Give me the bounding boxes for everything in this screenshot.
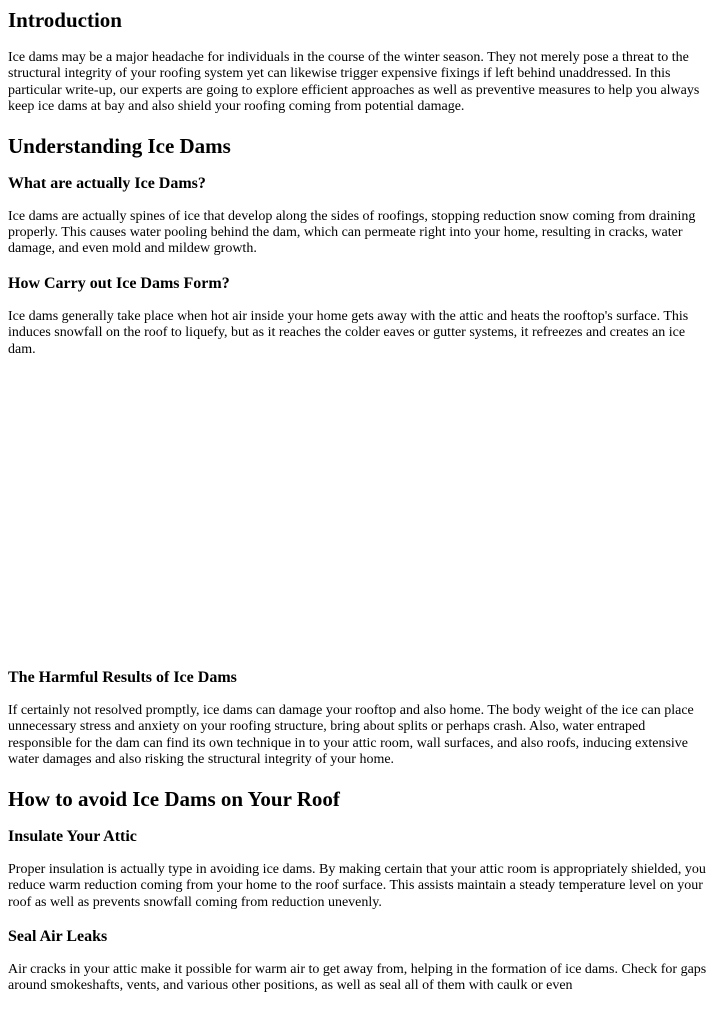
intro-heading: Introduction [8,8,122,32]
what-heading: What are actually Ice Dams? [8,174,206,192]
harmful-paragraph: If certainly not resolved promptly, ice dams can damage your rooftop and also home. The body weight of the ice can place unnecessary stress and anxiety on your roofing structure, bring about splits or perhaps crash. Also, water entraped responsible for the dam can find its own technique in to your attic room, wall surfaces, and also roofs, inducing extensive water damages and also risking the structural integrity of your home. [8,703,694,768]
form-paragraph: Ice dams generally take place when hot air inside your home gets away with the attic and heats the rooftop's surface. This induces snowfall on the roof to liquefy, but as it reaches the colder eaves or gutter systems, it refreezes and creates an ice dam. [8,308,689,357]
harmful-heading: The Harmful Results of Ice Dams [8,669,237,687]
what-paragraph: Ice dams are actually spines of ice that develop along the sides of roofings, stopping reduction snow coming from draining properly. This causes water pooling behind the dam, which can permeate right into your home, resulting in cracks, water damage, and even mold and mildew growth. [8,208,696,257]
insulate-heading: Insulate Your Attic [8,827,137,845]
understanding-heading: Understanding Ice Dams [8,133,231,158]
avoid-heading: How to avoid Ice Dams on Your Roof [8,786,340,811]
seal-paragraph: Air cracks in your attic make it possible for warm air to get away from, helping in the formation of ice dams. Check for gaps around smokeshafts, vents, and various other positions, as well as seal all of them with caulk or even [8,961,707,994]
seal-heading: Seal Air Leaks [8,927,108,945]
insulate-paragraph: Proper insulation is actually type in avoiding ice dams. By making certain that your attic room is appropriately shielded, you reduce warm reduction coming from your home to the roof surface. This assists maintain a steady temperature level on your roof as well as prevents snowfall coming from reduction unevenly. [8,861,706,910]
embedded-media-placeholder [8,358,712,668]
form-heading: How Carry out Ice Dams Form? [8,274,230,292]
intro-paragraph: Ice dams may be a major headache for individuals in the course of the winter season. They not merely pose a threat to the structural integrity of your roofing system yet can likewise trigger expensive fixings if left behind unaddressed. In this particular write-up, our experts are going to explore efficient approaches as well as preventive measures to help you always keep ice dams at bay and also shield your roofing coming from potential damage. [8,50,700,115]
